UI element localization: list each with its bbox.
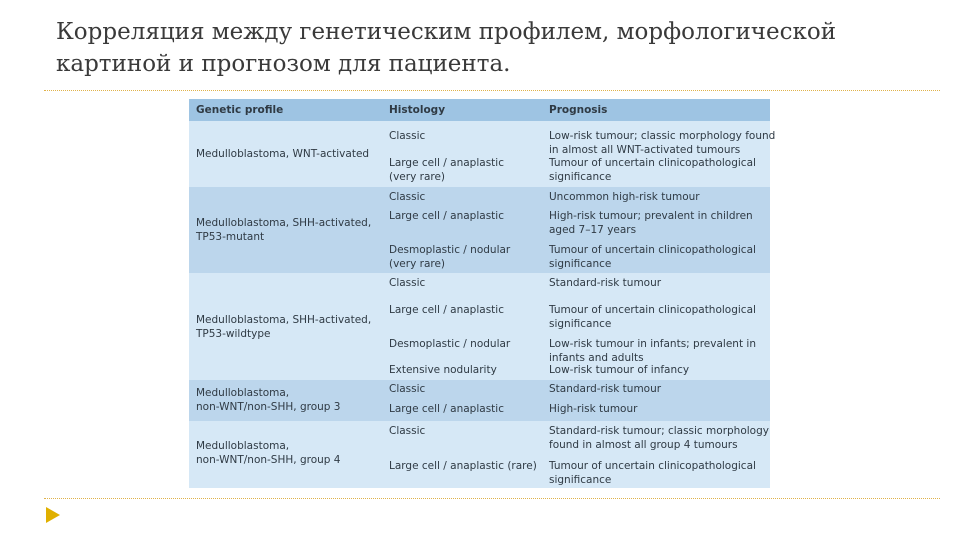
histology-cell-line: Classic	[389, 277, 426, 289]
genetic-profile-cell	[196, 147, 369, 161]
prognosis-cell-line: Uncommon high-risk tumour	[549, 191, 700, 203]
prognosis-cell	[549, 243, 756, 271]
genetic-profile-cell-line: TP53-wildtype	[196, 328, 271, 340]
histology-cell-line: (very rare)	[389, 171, 446, 183]
genetic-profile-cell	[196, 439, 340, 467]
prognosis-cell	[549, 337, 756, 365]
histology-cell	[389, 243, 510, 271]
genetic-profile-cell-line: Medulloblastoma,	[196, 440, 290, 452]
prognosis-cell	[549, 459, 756, 487]
prognosis-cell-line: infants and adults	[549, 352, 644, 364]
prognosis-cell	[549, 402, 637, 416]
header-genetic-profile: Genetic profile	[196, 104, 284, 116]
prognosis-cell-line: in almost all WNT-activated tumours	[549, 144, 741, 156]
histology-cell	[389, 337, 510, 351]
prognosis-table	[189, 99, 776, 488]
prognosis-cell	[549, 129, 775, 157]
prognosis-cell-line: Tumour of uncertain clinicopathological	[549, 460, 756, 472]
prognosis-cell-line: Tumour of uncertain clinicopathological	[549, 244, 756, 256]
prognosis-cell	[549, 424, 769, 452]
genetic-profile-cell	[196, 386, 340, 414]
histology-cell	[389, 402, 504, 416]
genetic-profile-cell-line: Medulloblastoma,	[196, 387, 290, 399]
histology-cell	[389, 129, 425, 143]
histology-cell	[389, 459, 537, 473]
prognosis-cell	[549, 156, 756, 184]
prognosis-cell	[549, 363, 689, 377]
histology-cell-line: Large cell / anaplastic	[389, 304, 504, 316]
bottom-divider	[44, 498, 940, 499]
histology-cell	[389, 382, 425, 396]
genetic-profile-cell-line: non-WNT/non-SHH, group 4	[196, 454, 341, 466]
prognosis-cell-line: Tumour of uncertain clinicopathological	[549, 157, 756, 169]
prognosis-cell-line: significance	[549, 258, 612, 270]
prognosis-cell-line: Standard-risk tumour	[549, 383, 662, 395]
genetic-profile-cell	[196, 216, 371, 244]
title-line-1: Корреляция между генетическим профилем, морфологической	[56, 19, 837, 45]
histology-cell-line: Classic	[389, 425, 426, 437]
header-histology: Histology	[389, 104, 446, 116]
histology-cell-line: Classic	[389, 130, 426, 142]
prognosis-cell-line: Standard-risk tumour	[549, 277, 662, 289]
histology-cell-line: (very rare)	[389, 258, 446, 270]
histology-cell-line: Large cell / anaplastic	[389, 403, 504, 415]
prognosis-cell	[549, 209, 753, 237]
prognosis-cell	[549, 303, 756, 331]
prognosis-cell-line: significance	[549, 474, 612, 486]
genetic-profile-cell-line: Medulloblastoma, SHH-activated,	[196, 217, 372, 229]
histology-cell	[389, 209, 504, 223]
genetic-profile-cell-line: Medulloblastoma, WNT-activated	[196, 148, 370, 160]
prognosis-cell-line: Low-risk tumour in infants; prevalent in	[549, 338, 756, 350]
genetic-profile-cell-line: Medulloblastoma, SHH-activated,	[196, 314, 372, 326]
genetic-profile-cell-line: TP53-mutant	[196, 231, 265, 243]
histology-cell-line: Desmoplastic / nodular	[389, 338, 511, 350]
histology-cell	[389, 156, 504, 184]
histology-cell-line: Classic	[389, 191, 426, 203]
histology-cell	[389, 303, 504, 317]
histology-cell-line: Desmoplastic / nodular	[389, 244, 511, 256]
genetic-profile-cell-line: non-WNT/non-SHH, group 3	[196, 401, 341, 413]
bullet-arrow-icon	[46, 507, 60, 523]
table-header	[189, 99, 770, 121]
prognosis-cell	[549, 190, 700, 204]
header-prognosis: Prognosis	[549, 104, 608, 116]
prognosis-cell-line: significance	[549, 171, 612, 183]
histology-cell	[389, 190, 425, 204]
prognosis-cell	[549, 382, 661, 396]
slide-title	[56, 16, 936, 80]
histology-cell-line: Extensive nodularity	[389, 364, 497, 376]
title-line-2: картиной и прогнозом для пациента.	[56, 51, 511, 77]
histology-cell-line: Large cell / anaplastic (rare)	[389, 460, 537, 472]
histology-cell-line: Classic	[389, 383, 426, 395]
prognosis-cell-line: found in almost all group 4 tumours	[549, 439, 738, 451]
prognosis-cell-line: Standard-risk tumour; classic morphology	[549, 425, 769, 437]
histology-cell-line: Large cell / anaplastic	[389, 210, 504, 222]
genetic-profile-cell	[196, 313, 371, 341]
histology-cell	[389, 276, 425, 290]
prognosis-cell-line: Low-risk tumour; classic morphology found	[549, 130, 776, 142]
prognosis-cell-line: aged 7–17 years	[549, 224, 637, 236]
prognosis-cell-line: Tumour of uncertain clinicopathological	[549, 304, 756, 316]
prognosis-cell-line: High-risk tumour; prevalent in children	[549, 210, 753, 222]
top-divider	[44, 90, 940, 91]
prognosis-cell	[549, 276, 661, 290]
histology-cell-line: Large cell / anaplastic	[389, 157, 504, 169]
prognosis-cell-line: High-risk tumour	[549, 403, 638, 415]
prognosis-cell-line: Low-risk tumour of infancy	[549, 364, 690, 376]
histology-cell	[389, 363, 497, 377]
prognosis-cell-line: significance	[549, 318, 612, 330]
histology-cell	[389, 424, 425, 438]
